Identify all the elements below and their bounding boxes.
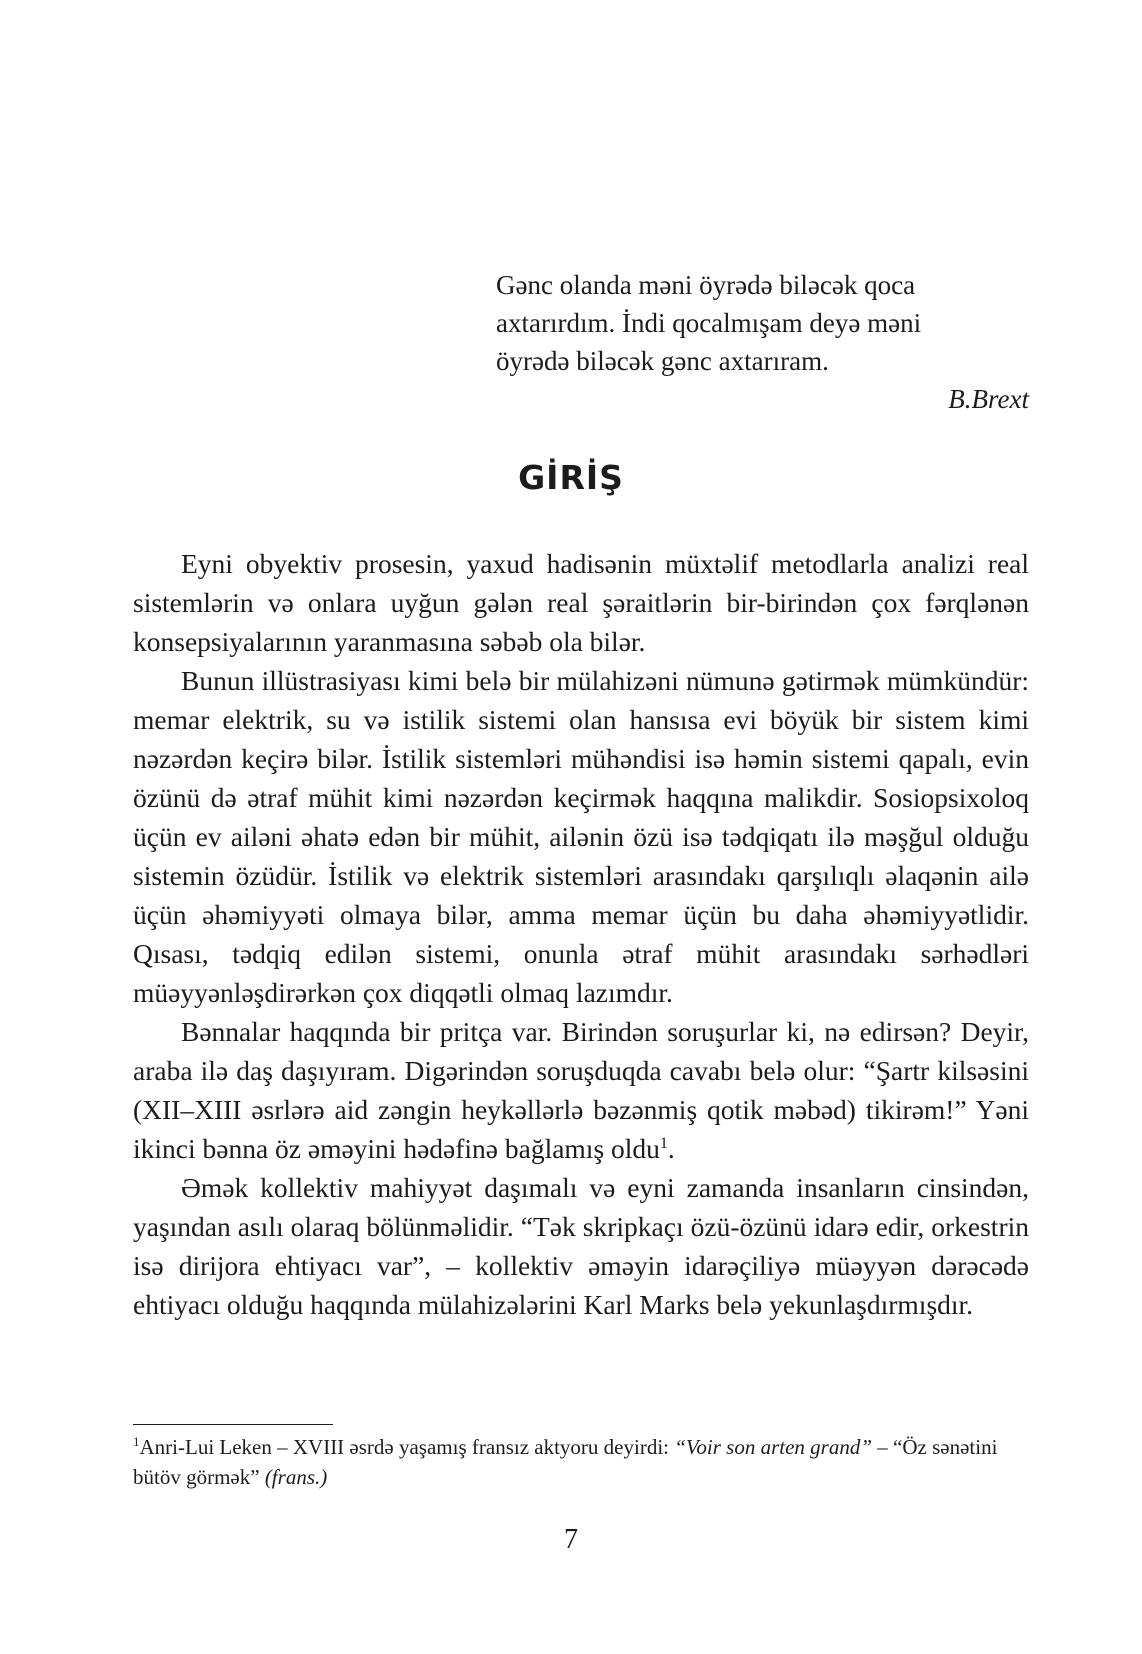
epigraph-quote — [496, 266, 1031, 380]
paragraph-4: Əmək kollektiv mahiyyət daşımalı və eyni zamanda insanların cinsindən, yaşından asılı olaraq bölünməlidir. “Tək skripkaçı özü-özünü idarə edir, orkestrin isə dirijora ehtiyacı var”, – kollektiv əməyin idarəçiliyə müəyyən dərəcədə ehtiyacı olduğu haqqında mülahizələrini Karl Marks belə yekunlaşdırmışdır. — [133, 1172, 1029, 1320]
footnote-divider — [133, 1424, 333, 1425]
paragraph-1: Eyni obyektiv prosesin, yaxud hadisənin müxtəlif metodlarla analizi real sistemlərin və onlara uyğun gələn real şəraitlərin bir-birindən çox fərqlənən konsepsiyalarının yaranmasına səbəb ola bilər. — [133, 548, 1029, 657]
paragraph-2: Bunun illüstrasiyası kimi belə bir mülahizəni nümunə gətirmək mümkündür: memar elektrik, su və istilik sistemi olan hansısa evi böyük bir sistem kimi nəzərdən keçirə bilər. İstilik sistemləri mühəndisi isə həmin sistemi qapalı, evin özünü də ətraf mühit kimi nəzərdən keçirmək haqqına malikdir. Sosiopsixoloq üçün ev ailəni əhatə edən bir mühit, ailənin özü isə tədqiqatı ilə məşğul olduğu sistemin özüdür. İstilik və elektrik sistemləri arasındakı qarşılıqlı əlaqənin ailə üçün əhəmiyyəti olmaya bilər, amma memar üçün bu daha əhəmiyyətlidir. Qısası, tədqiq edilən sistemi, onunla ətraf mühit arasındakı sərhədləri müəyyənləşdirərkən çox diqqətli olmaq lazımdır. — [133, 665, 1029, 1008]
epigraph-author: B.Brext — [948, 384, 1029, 414]
footnote — [133, 1432, 1029, 1492]
footnote-text-2: – “Öz sənətini bütöv görmək” — [133, 1435, 998, 1489]
paragraph-3: Bənnalar haqqında bir pritça var. Birindən soruşurlar ki, nə edirsən? Deyir, araba ilə daş daşıyıram. Digərindən soruşduqda cavabı belə olur: “Şartr kilsəsini (XII–XIII əsrlərə aid zəngin heykəllərlə bəzənmiş qotik məbəd) tikirəm!” Yəni ikinci bənna öz əməyini hədəfinə bağlamış oldu$^1$. — [133, 1016, 1029, 1164]
chapter-title: GİRİŞ — [518, 458, 624, 497]
epigraph-line: axtarırdım. İndi qocalmışam deyə məni — [496, 308, 922, 338]
paragraph-3-text: Bənnalar haqqında bir pritça var. Birindən soruşurlar ki, nə edirsən? Deyir, araba ilə daş daşıyıram. Digərindən soruşduqda cavabı belə olur: “Şartr kilsəsini (XII–XIII əsrlərə aid zəngin heykəllərlə bəzənmiş qotik məbəd) tikirəm!” Yəni ikinci bənna öz əməyini hədəfinə bağlamış oldu — [133, 1016, 1029, 1164]
epigraph — [496, 266, 1031, 418]
footnote-text-1: Anri-Lui Leken – XVIII əsrdə yaşamış fransız aktyoru deyirdi: — [139, 1435, 675, 1459]
footnote-language: (frans.) — [264, 1465, 328, 1489]
epigraph-line: öyrədə biləcək gənc axtarıram. — [496, 346, 829, 376]
footnote-mark: 1 — [133, 1434, 140, 1449]
footnote-reference[interactable]: 1 — [659, 1134, 668, 1152]
page-number: 7 — [564, 1524, 578, 1555]
footnote-quote: “Voir son arten grand” — [674, 1435, 873, 1459]
epigraph-line: Gənc olanda məni öyrədə biləcək qoca — [496, 270, 916, 300]
body-text — [133, 544, 1029, 1324]
